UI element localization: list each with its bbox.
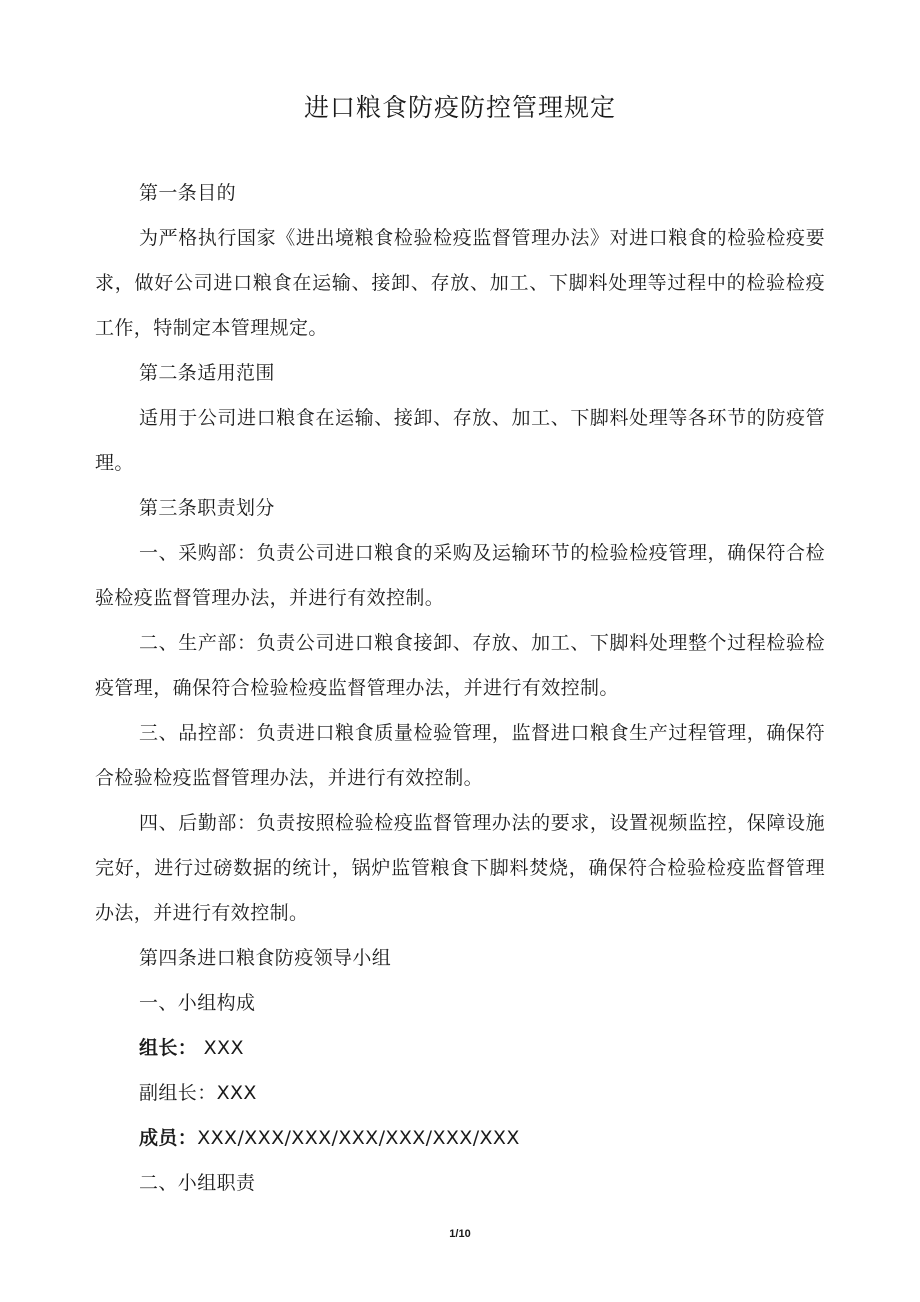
deputy-leader-line: 副组长：XXX — [139, 1082, 257, 1104]
page-number: 1/10 — [449, 1228, 471, 1240]
members-line — [95, 1116, 825, 1161]
duty-quality-control: 三、品控部：负责进口粮食质量检验管理，监督进口粮食生产过程管理，确保符合检验检疫监督管理办法，并进行有效控制。 — [95, 722, 825, 789]
article-2-heading: 第二条适用范围 — [139, 362, 275, 384]
article-1-text: 为严格执行国家《进出境粮食检验检疫监督管理办法》对进口粮食的检验检疫要求，做好公司进口粮食在运输、接卸、存放、加工、下脚料处理等过程中的检验检疫工作，特制定本管理规定。 — [95, 227, 825, 339]
article-3-heading: 第三条职责划分 — [139, 497, 275, 519]
group-leader-value: XXX — [197, 1037, 244, 1059]
article-4-heading: 第四条进口粮食防疫领导小组 — [139, 947, 392, 969]
duty-logistics: 四、后勤部：负责按照检验检疫监督管理办法的要求，设置视频监控，保障设施完好，进行过磅数据的统计，锅炉监管粮食下脚料焚烧，确保符合检验检疫监督管理办法，并进行有效控制。 — [95, 812, 825, 924]
group-leader-line — [95, 1026, 825, 1071]
group-composition-heading: 一、小组构成 — [139, 992, 256, 1014]
group-leader-label: 组长： — [139, 1037, 198, 1059]
duty-production: 二、生产部：负责公司进口粮食接卸、存放、加工、下脚料处理整个过程检验检疫管理，确保符合检验检疫监督管理办法，并进行有效控制。 — [95, 632, 825, 699]
duty-purchasing: 一、采购部：负责公司进口粮食的采购及运输环节的检验检疫管理，确保符合检验检疫监督管理办法，并进行有效控制。 — [95, 542, 825, 609]
group-duties-heading: 二、小组职责 — [139, 1172, 256, 1194]
members-label: 成员： — [139, 1127, 198, 1149]
document-title: 进口粮食防疫防控管理规定 — [303, 93, 616, 122]
article-2-text: 适用于公司进口粮食在运输、接卸、存放、加工、下脚料处理等各环节的防疫管理。 — [95, 407, 825, 474]
members-value: XXX/XXX/XXX/XXX/XXX/XXX/XXX — [197, 1127, 520, 1149]
document-body — [95, 171, 825, 1206]
article-1-heading: 第一条目的 — [139, 182, 237, 204]
